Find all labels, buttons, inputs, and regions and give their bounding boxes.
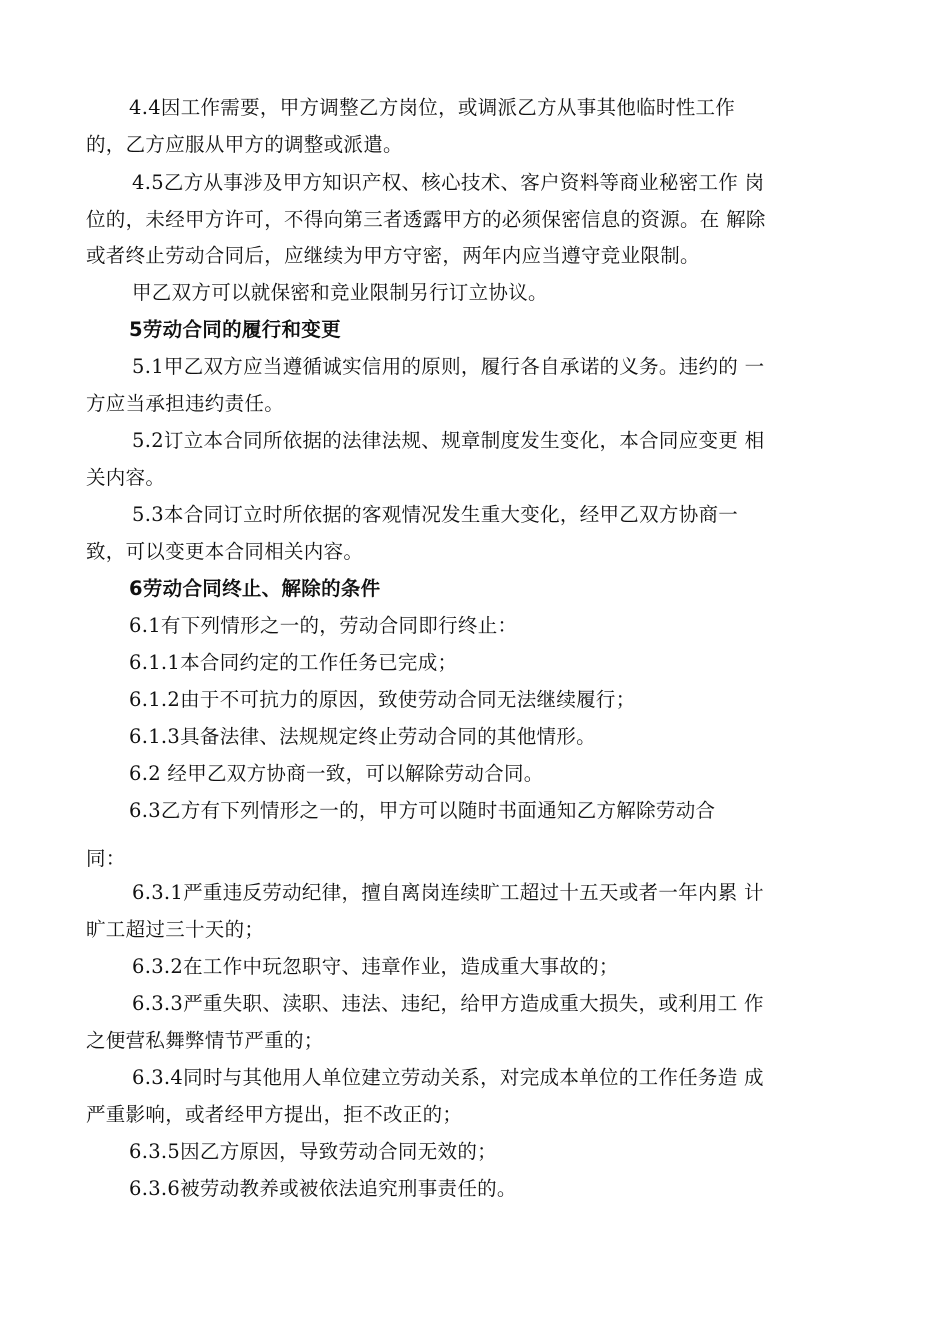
clause-6-2: 6.2 经甲乙双方协商一致，可以解除劳动合同。	[129, 762, 544, 785]
clause-5-3-line-2: 致，可以变更本合同相关内容。	[86, 540, 364, 563]
clause-6-3-5: 6.3.5因乙方原因，导致劳动合同无效的；	[129, 1140, 497, 1163]
clause-6-3-line-1: 6.3乙方有下列情形之一的，甲方可以随时书面通知乙方解除劳动合	[129, 799, 716, 822]
clause-5-2-line-2: 关内容。	[86, 466, 166, 489]
clause-5-2-line-1: 5.2订立本合同所依据的法律法规、规章制度发生变化，本合同应变更 相	[132, 429, 765, 452]
clause-5-1-line-2: 方应当承担违约责任。	[86, 392, 285, 415]
clause-4-4-line-2: 的，乙方应服从甲方的调整或派遣。	[86, 133, 403, 156]
clause-5-3-line-1: 5.3本合同订立时所依据的客观情况发生重大变化，经甲乙双方协商一	[132, 503, 739, 526]
clause-5-1-line-1: 5.1甲乙双方应当遵循诚实信用的原则，履行各自承诺的义务。违约的 一	[132, 355, 765, 378]
clause-4-5-line-3: 或者终止劳动合同后，应继续为甲方守密，两年内应当遵守竞业限制。	[86, 244, 700, 267]
clause-6-3-4-line-1: 6.3.4同时与其他用人单位建立劳动关系，对完成本单位的工作任务造 成	[132, 1066, 764, 1089]
clause-6-1-3: 6.1.3具备法律、法规规定终止劳动合同的其他情形。	[129, 725, 596, 748]
agreement-note: 甲乙双方可以就保密和竞业限制另行订立协议。	[132, 281, 548, 304]
clause-4-4-line-1: 4.4因工作需要，甲方调整乙方岗位，或调派乙方从事其他临时性工作	[129, 96, 736, 119]
clause-4-5-line-2: 位的，未经甲方许可，不得向第三者透露甲方的必须保密信息的资源。在 解除	[86, 208, 766, 231]
clause-6-3-line-2: 同：	[86, 847, 126, 870]
clause-6-3-2: 6.3.2在工作中玩忽职守、违章作业，造成重大事故的；	[132, 955, 619, 978]
section-5-heading: 5劳动合同的履行和变更	[129, 318, 341, 341]
section-6-heading: 6劳动合同终止、解除的条件	[129, 577, 381, 600]
clause-6-3-1-line-1: 6.3.1严重违反劳动纪律，擅自离岗连续旷工超过十五天或者一年内累 计	[132, 881, 764, 904]
clause-6-3-6: 6.3.6被劳动教养或被依法追究刑事责任的。	[129, 1177, 517, 1200]
clause-6-1-1: 6.1.1本合同约定的工作任务已完成；	[129, 651, 458, 674]
clause-6-3-3-line-1: 6.3.3严重失职、渎职、违法、违纪，给甲方造成重大损失，或利用工 作	[132, 992, 764, 1015]
clause-6-3-1-line-2: 旷工超过三十天的；	[86, 918, 265, 941]
clause-6-3-3-line-2: 之便营私舞弊情节严重的；	[86, 1029, 324, 1052]
clause-4-5-line-1: 4.5乙方从事涉及甲方知识产权、核心技术、客户资料等商业秘密工作 岗	[132, 171, 765, 194]
clause-6-3-4-line-2: 严重影响，或者经甲方提出，拒不改正的；	[86, 1103, 463, 1126]
clause-6-1: 6.1有下列情形之一的，劳动合同即行终止：	[129, 614, 518, 637]
clause-6-1-2: 6.1.2由于不可抗力的原因，致使劳动合同无法继续履行；	[129, 688, 636, 711]
